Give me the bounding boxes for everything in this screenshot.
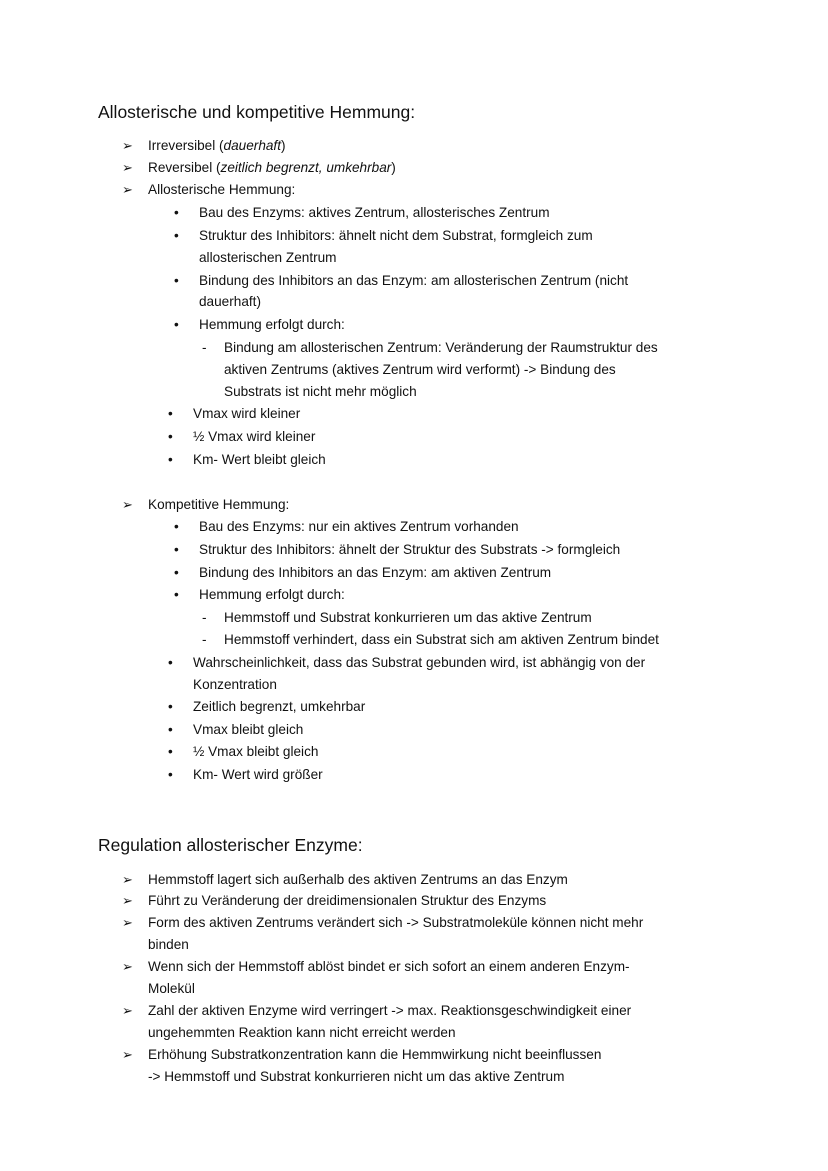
section-heading: Allosterische und kompetitive Hemmung:	[98, 102, 416, 122]
arrow-marker-icon: ➢	[122, 182, 133, 197]
list-item-line	[148, 136, 286, 156]
text: Kompetitive Hemmung:	[148, 497, 290, 512]
text: )	[391, 160, 396, 175]
bullet-marker-icon: •	[168, 406, 173, 421]
text: Struktur des Inhibitors: ähnelt nicht dem Substrat, formgleich zum	[199, 228, 593, 243]
text: binden	[148, 937, 189, 952]
list-item-line	[148, 935, 189, 955]
text: ½ Vmax bleibt gleich	[193, 744, 319, 759]
bullet-marker-icon: •	[174, 587, 179, 602]
list-item-line	[199, 248, 337, 268]
arrow-marker-icon: ➢	[122, 959, 133, 974]
list-item-line	[148, 979, 195, 999]
list-item-line	[148, 1001, 631, 1021]
text: Bau des Enzyms: aktives Zentrum, allosterisches Zentrum	[199, 205, 550, 220]
text: Struktur des Inhibitors: ähnelt der Struktur des Substrats -> formgleich	[199, 542, 621, 557]
list-item-line	[199, 563, 551, 583]
text: Bindung am allosterischen Zentrum: Veränderung der Raumstruktur des	[224, 340, 658, 355]
text: Hemmstoff lagert sich außerhalb des aktiven Zentrums an das Enzym	[148, 872, 568, 887]
list-item-line	[148, 495, 289, 515]
bullet-marker-icon: •	[168, 722, 173, 737]
text: Molekül	[148, 981, 195, 996]
list-item-line	[224, 382, 417, 402]
list-item-line	[199, 540, 620, 560]
text: Bindung des Inhibitors an das Enzym: am aktiven Zentrum	[199, 565, 552, 580]
list-item-line	[148, 158, 396, 178]
text: Hemmung erfolgt durch:	[199, 587, 345, 602]
list-item-line	[193, 697, 365, 717]
bullet-marker-icon: •	[168, 767, 173, 782]
list-item-line	[148, 870, 568, 890]
bullet-marker-icon: •	[168, 699, 173, 714]
text: allosterischen Zentrum	[199, 250, 337, 265]
bullet-marker-icon: •	[168, 429, 173, 444]
dash-marker-icon: -	[202, 340, 207, 355]
list-item-line	[148, 180, 295, 200]
text: Zeitlich begrenzt, umkehrbar	[193, 699, 366, 714]
list-item-line	[199, 226, 593, 246]
italic-text: zeitlich begrenzt, umkehrbar	[220, 160, 392, 175]
arrow-marker-icon: ➢	[122, 138, 133, 153]
list-item-line	[224, 630, 659, 650]
text: Zahl der aktiven Enzyme wird verringert -> max. Reaktionsgeschwindigkeit einer	[148, 1003, 632, 1018]
list-item-line	[193, 720, 303, 740]
bullet-marker-icon: •	[168, 744, 173, 759]
arrow-marker-icon: ➢	[122, 497, 133, 512]
text: Km- Wert bleibt gleich	[193, 452, 326, 467]
list-item-line	[199, 517, 519, 537]
list-item-line	[193, 765, 323, 785]
arrow-marker-icon: ➢	[122, 893, 133, 908]
list-item-line	[193, 742, 318, 762]
text: Km- Wert wird größer	[193, 767, 323, 782]
bullet-marker-icon: •	[168, 655, 173, 670]
text: dauerhaft)	[199, 294, 261, 309]
bullet-marker-icon: •	[174, 317, 179, 332]
text: ungehemmten Reaktion kann nicht erreicht werden	[148, 1025, 456, 1040]
list-item-line	[199, 585, 345, 605]
section-heading: Regulation allosterischer Enzyme:	[98, 835, 363, 855]
list-item-line	[193, 427, 315, 447]
text: Vmax wird kleiner	[193, 406, 301, 421]
bullet-marker-icon: •	[174, 205, 179, 220]
text: Form des aktiven Zentrums verändert sich -> Substratmoleküle können nicht mehr	[148, 915, 644, 930]
text: Hemmstoff verhindert, dass ein Substrat sich am aktiven Zentrum bindet	[224, 632, 659, 647]
text: -> Hemmstoff und Substrat konkurrieren nicht um das aktive Zentrum	[148, 1069, 565, 1084]
dash-marker-icon: -	[202, 632, 207, 647]
list-item-line	[193, 404, 300, 424]
bullet-marker-icon: •	[174, 519, 179, 534]
text: Bindung des Inhibitors an das Enzym: am allosterischen Zentrum (nicht	[199, 273, 629, 288]
text: Wenn sich der Hemmstoff ablöst bindet er sich sofort an einem anderen Enzym-	[148, 959, 630, 974]
list-item-line	[224, 608, 592, 628]
text: Bau des Enzyms: nur ein aktives Zentrum vorhanden	[199, 519, 519, 534]
list-item-line	[199, 292, 261, 312]
bullet-marker-icon: •	[174, 565, 179, 580]
arrow-marker-icon: ➢	[122, 1047, 133, 1062]
list-item-line	[148, 1045, 601, 1065]
text: Vmax bleibt gleich	[193, 722, 304, 737]
text: )	[281, 138, 286, 153]
list-item-line	[224, 360, 616, 380]
arrow-marker-icon: ➢	[122, 915, 133, 930]
list-item-line	[199, 271, 628, 291]
text: Konzentration	[193, 677, 277, 692]
bullet-marker-icon: •	[174, 228, 179, 243]
list-item-line	[148, 957, 630, 977]
list-item-line	[199, 203, 550, 223]
arrow-marker-icon: ➢	[122, 1003, 133, 1018]
text: Erhöhung Substratkonzentration kann die Hemmwirkung nicht beeinflussen	[148, 1047, 602, 1062]
text: Allosterische Hemmung:	[148, 182, 296, 197]
list-item-line	[148, 1023, 456, 1043]
text: Irreversibel (	[148, 138, 224, 153]
dash-marker-icon: -	[202, 610, 207, 625]
text: Wahrscheinlichkeit, dass das Substrat gebunden wird, ist abhängig von der	[193, 655, 646, 670]
text: aktiven Zentrums (aktives Zentrum wird verformt) -> Bindung des	[224, 362, 616, 377]
text: Führt zu Veränderung der dreidimensionalen Struktur des Enzyms	[148, 893, 547, 908]
list-item-line	[224, 338, 658, 358]
list-item-line	[148, 891, 546, 911]
arrow-marker-icon: ➢	[122, 872, 133, 887]
text: Reversibel (	[148, 160, 221, 175]
list-item-line	[193, 653, 645, 673]
italic-text: dauerhaft	[223, 138, 281, 153]
list-item-line	[148, 913, 643, 933]
arrow-marker-icon: ➢	[122, 160, 133, 175]
bullet-marker-icon: •	[174, 542, 179, 557]
list-item-line	[199, 315, 345, 335]
text: Hemmung erfolgt durch:	[199, 317, 345, 332]
bullet-marker-icon: •	[174, 273, 179, 288]
list-item-line	[193, 450, 326, 470]
list-item-line	[193, 675, 277, 695]
text: Substrats ist nicht mehr möglich	[224, 384, 417, 399]
list-item-line	[148, 1067, 564, 1087]
text: ½ Vmax wird kleiner	[193, 429, 316, 444]
bullet-marker-icon: •	[168, 452, 173, 467]
text: Hemmstoff und Substrat konkurrieren um das aktive Zentrum	[224, 610, 592, 625]
